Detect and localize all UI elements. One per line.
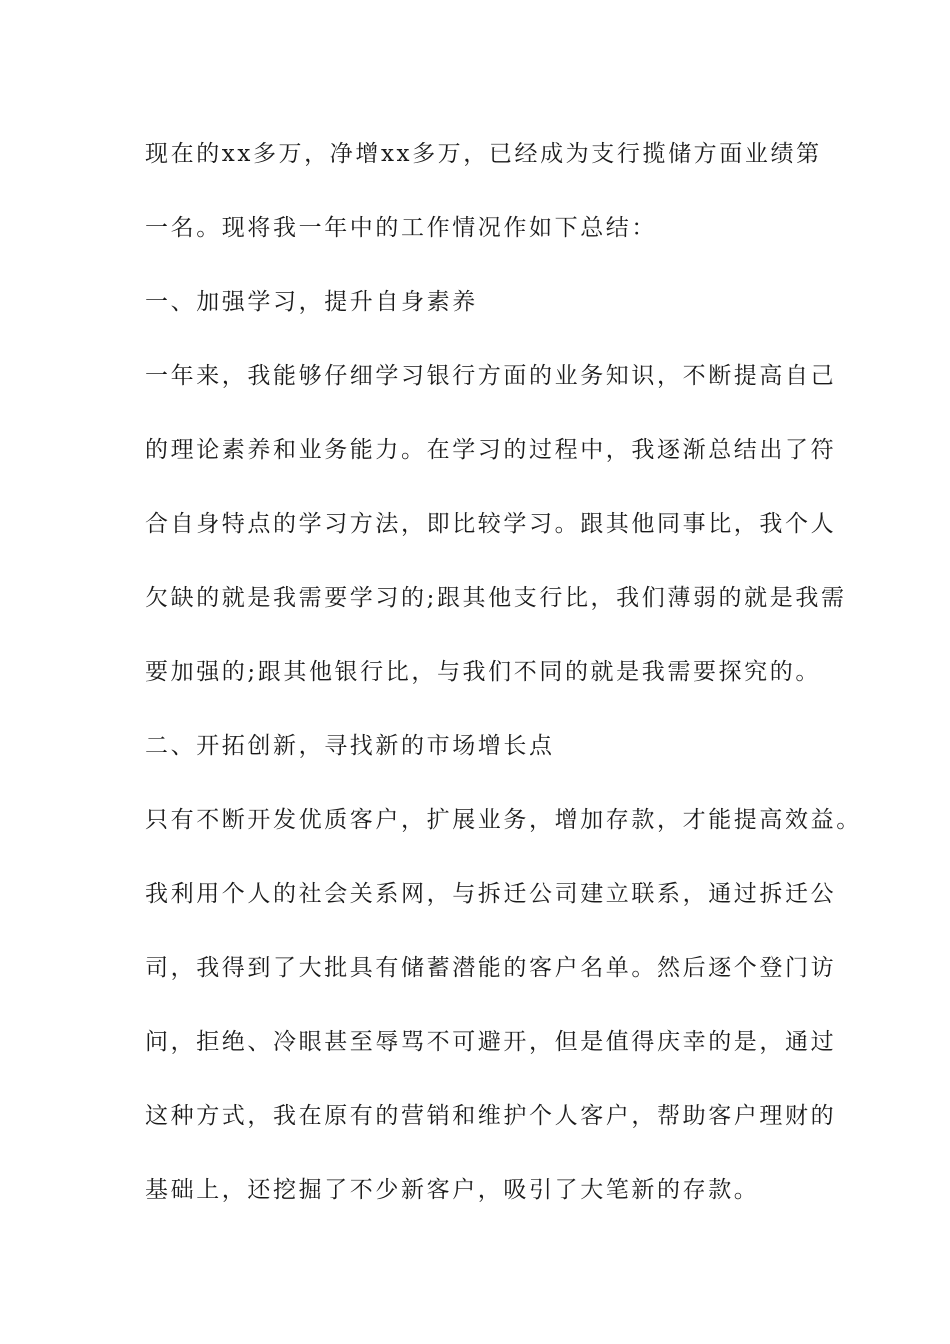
text-line: 要加强的;跟其他银行比，与我们不同的就是我需要探究的。 (145, 659, 821, 685)
text-line: 司，我得到了大批具有储蓄潜能的客户名单。然后逐个登门访 (145, 955, 837, 981)
document-body (145, 136, 862, 1246)
text-line: 一名。现将我一年中的工作情况作如下总结： (145, 215, 657, 241)
text-line: 问，拒绝、冷眼甚至辱骂不可避开，但是值得庆幸的是，通过 (145, 1029, 837, 1055)
section-heading: 二、开拓创新，寻找新的市场增长点 (145, 733, 555, 759)
text-line: 欠缺的就是我需要学习的;跟其他支行比，我们薄弱的就是我需 (145, 585, 847, 611)
text-line: 的理论素养和业务能力。在学习的过程中，我逐渐总结出了符 (145, 437, 837, 463)
text-line: 基础上，还挖掘了不少新客户，吸引了大笔新的存款。 (145, 1177, 760, 1203)
text-line: 只有不断开发优质客户，扩展业务，增加存款，才能提高效益。 (145, 807, 862, 833)
text-line: 这种方式，我在原有的营销和维护个人客户，帮助客户理财的 (145, 1103, 837, 1129)
text-line: 我利用个人的社会关系网，与拆迁公司建立联系，通过拆迁公 (145, 881, 837, 907)
text-line: 合自身特点的学习方法，即比较学习。跟其他同事比，我个人 (145, 511, 837, 537)
text-line: 一年来，我能够仔细学习银行方面的业务知识，不断提高自己 (145, 363, 837, 389)
section-heading: 一、加强学习，提升自身素养 (145, 289, 478, 315)
text-line: 现在的xx多万，净增xx多万，已经成为支行揽储方面业绩第 (145, 141, 822, 167)
